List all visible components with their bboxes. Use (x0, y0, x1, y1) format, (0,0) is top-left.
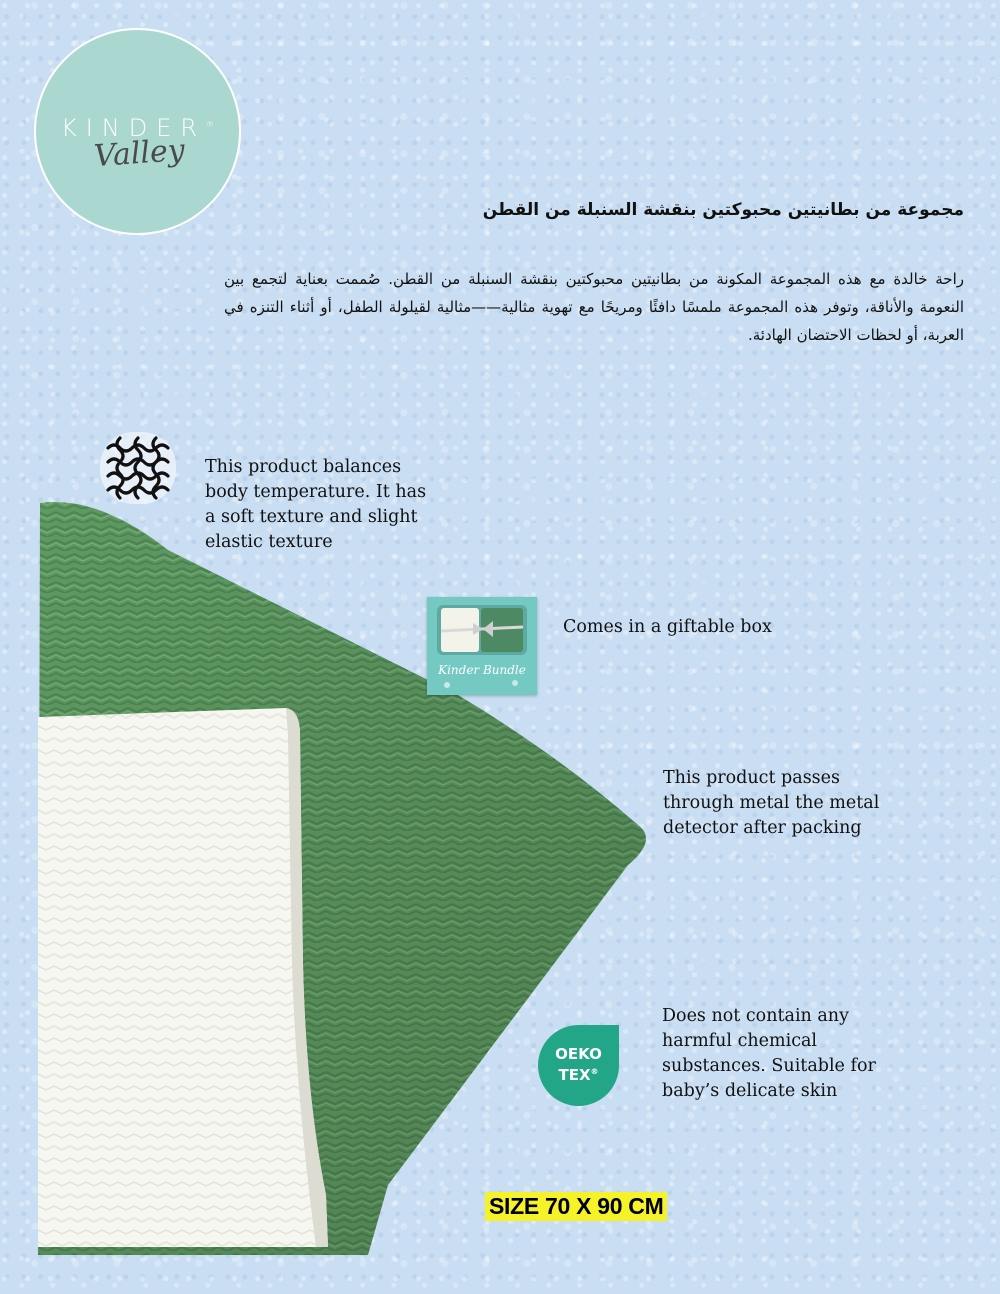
gift-box-image (427, 597, 537, 695)
feature-temperature-text: This product balances body temperature. It has a soft texture and slight elastic texture (205, 457, 427, 552)
oeko-line1: OEKO (555, 1045, 602, 1063)
oeko-tex-badge (538, 1025, 619, 1106)
feature-metal-detector-text: This product passes through metal the metal detector after packing (663, 768, 880, 838)
logo-brand-text: KINDER® (60, 114, 215, 142)
product-title: مجموعة من بطانيتين محبوكتين بنقشة السنبلة من القطن (482, 200, 964, 220)
product-description: راحة خالدة مع هذه المجموعة المكونة من بطانيتين محبوكتين بنقشة السنبلة من القطن. صُممت بعناية لتجمع بين النعومة والأناقة، وتوفر هذه المجموعة ملمسًا دافئًا ومريحًا مع تهوية مثالية——مثالية لقيلولة الطفل، أو أثناء التنزه في العربة، أو لحظات الاحتضان الهادئة. (224, 270, 964, 344)
brand-logo (34, 28, 241, 235)
feature-oeko-text: Does not contain any harmful chemical substances. Suitable for baby’s delicate skin (662, 1006, 876, 1101)
size-label: SIZE 70 X 90 CM (485, 1192, 667, 1221)
blankets-image (38, 495, 668, 1255)
logo-script-text: Valley (92, 132, 186, 175)
feature-giftbox-text: Comes in a giftable box (563, 617, 772, 637)
gift-box-label: Kinder Bundle (438, 663, 526, 677)
oeko-line2: TEX® (558, 1066, 599, 1084)
weave-icon (100, 432, 176, 504)
